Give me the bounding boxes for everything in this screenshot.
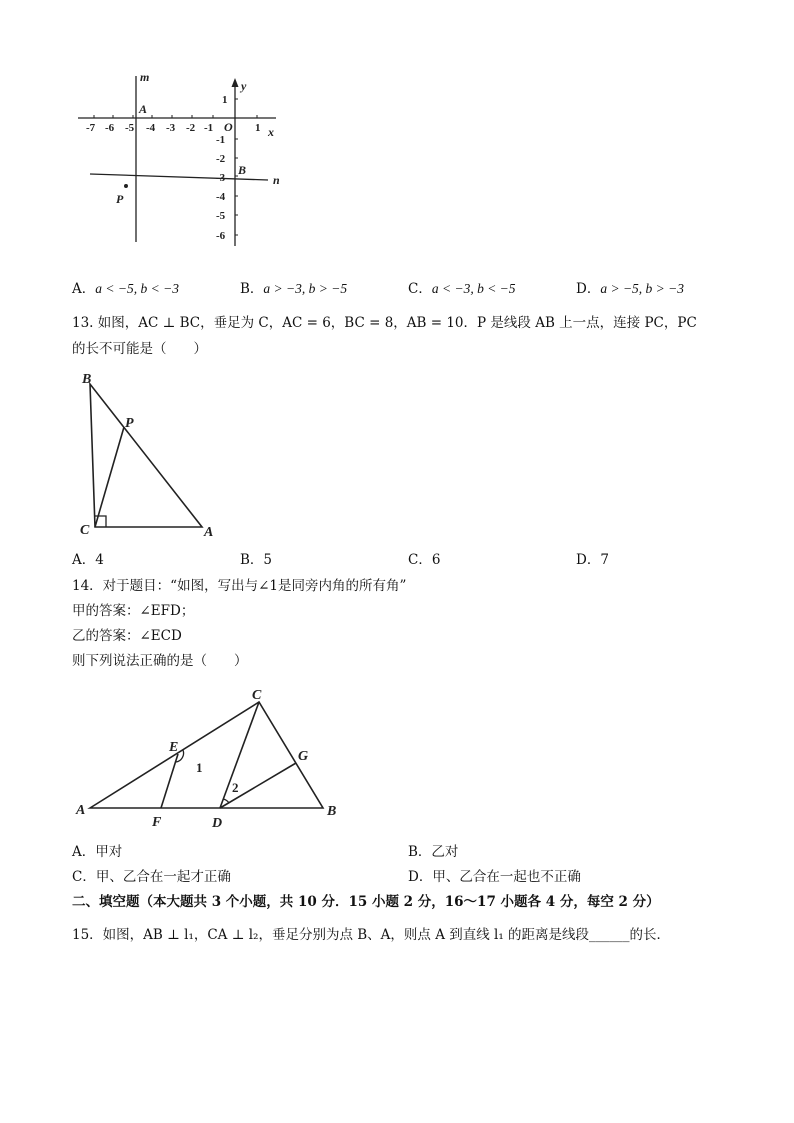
q15-stem: 15．如图，AB ⊥ l₁，CA ⊥ l₂，垂足分别为点 B、A，则点 A 到直线 l₁ 的距离是线段______的长． xyxy=(72,927,671,943)
label-O: O xyxy=(224,120,233,134)
section-2-title: 二、填空题（本大题共 3 个小题，共 10 分．15 小题 2 分，16～17 小题各 4 分，每空 2 分） xyxy=(72,894,660,910)
label-m: m xyxy=(140,70,150,84)
q14-option-a[interactable]: A．甲对 xyxy=(72,844,123,860)
label-F: F xyxy=(152,815,162,830)
y-tick-label: -6 xyxy=(216,230,226,242)
label-n: n xyxy=(273,173,280,187)
x-tick-label: -6 xyxy=(105,122,115,134)
segment-DC xyxy=(220,702,259,808)
label-C: C xyxy=(80,523,90,538)
y-tick-label: -3 xyxy=(216,172,226,184)
point-P xyxy=(124,184,128,188)
triangle-ABC xyxy=(90,384,202,527)
q13-option-d[interactable]: D．7 xyxy=(576,552,609,568)
q14-stem-line4: 则下列说法正确的是（ ） xyxy=(72,653,248,669)
y-tick-label: 1 xyxy=(222,94,228,106)
q14-answer-jia: 甲的答案：∠EFD； xyxy=(72,603,195,619)
label-A: A xyxy=(139,102,148,116)
label-angle-1: 1 xyxy=(196,760,203,775)
q12-option-a[interactable]: A．a < −5, b < −3 xyxy=(72,281,179,297)
q14-option-d[interactable]: D．甲、乙合在一起也不正确 xyxy=(408,869,581,885)
label-D: D xyxy=(212,816,223,831)
q12-option-d[interactable]: D．a > −5, b > −3 xyxy=(576,281,685,297)
q12-option-b[interactable]: B．a > −3, b > −5 xyxy=(240,281,348,297)
x-tick-label: -7 xyxy=(86,122,96,134)
label-E: E xyxy=(169,740,179,755)
q12-option-c[interactable]: C．a < −3, b < −5 xyxy=(408,281,516,297)
label-P: P xyxy=(116,192,124,206)
label-B: B xyxy=(238,163,247,177)
q13-option-b[interactable]: B．5 xyxy=(240,552,273,568)
label-P: P xyxy=(125,416,134,431)
q13-stem-line1: 13. 如图，AC ⊥ BC，垂足为 C，AC = 6，BC = 8，AB = 10．P 是线段 AB 上一点，连接 PC，PC xyxy=(72,315,697,331)
label-A: A xyxy=(204,525,214,540)
label-angle-2: 2 xyxy=(232,780,239,795)
label-y: y xyxy=(241,79,247,93)
y-axis-arrow xyxy=(232,78,239,87)
q13-figure xyxy=(72,368,232,543)
label-B: B xyxy=(327,804,337,819)
x-tick-label: -5 xyxy=(125,122,135,134)
y-tick-label: -5 xyxy=(216,210,226,222)
angle-2-arc xyxy=(223,799,229,803)
q14-figure xyxy=(72,684,352,831)
y-tick-label: -2 xyxy=(216,153,226,165)
segment-PC xyxy=(95,427,124,527)
q14-answer-yi: 乙的答案：∠ECD xyxy=(72,628,182,644)
y-tick-label: -4 xyxy=(216,191,226,203)
label-x: x xyxy=(268,125,274,139)
q13-option-c[interactable]: C．6 xyxy=(408,552,441,568)
x-tick-label: -2 xyxy=(186,122,196,134)
x-tick-label: 1 xyxy=(255,122,261,134)
q13-option-a[interactable]: A．4 xyxy=(72,552,104,568)
x-tick-label: -4 xyxy=(146,122,156,134)
label-B: B xyxy=(82,372,92,387)
y-tick-label: -1 xyxy=(216,134,226,146)
label-A: A xyxy=(76,803,86,818)
triangle-ABC xyxy=(90,702,323,808)
q12-figure xyxy=(70,70,290,250)
x-tick-label: -1 xyxy=(204,122,214,134)
q14-option-b[interactable]: B．乙对 xyxy=(408,844,459,860)
q13-stem-line2: 的长不可能是（ ） xyxy=(72,341,207,357)
label-G: G xyxy=(298,749,309,764)
x-tick-label: -3 xyxy=(166,122,176,134)
q14-option-c[interactable]: C．甲、乙合在一起才正确 xyxy=(72,869,231,885)
label-C: C xyxy=(252,688,262,703)
q14-stem-line1: 14．对于题目：“如图，写出与∠1是同旁内角的所有角” xyxy=(72,578,407,594)
